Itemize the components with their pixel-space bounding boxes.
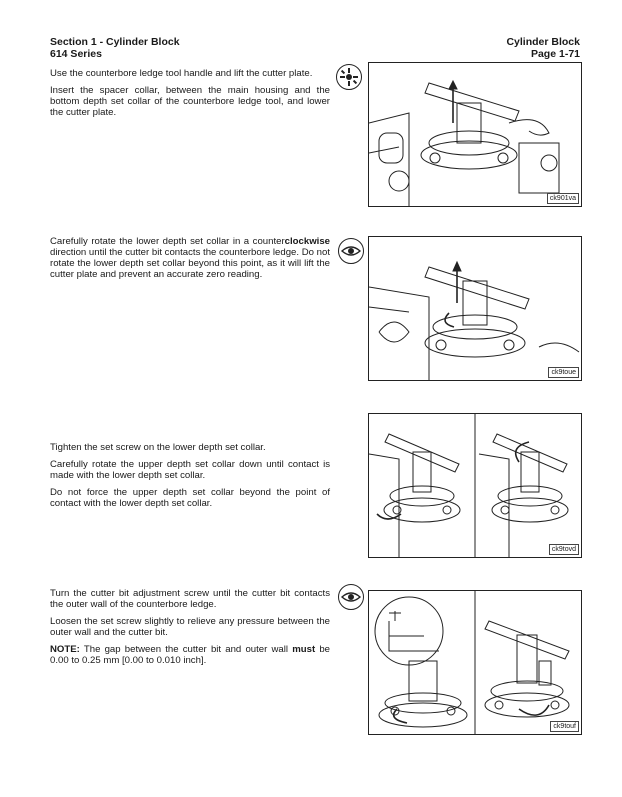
eye-inspect-icon: [338, 238, 364, 264]
step-3-paragraph-3: Do not force the upper depth set collar beyond the point of contact with the lower depth set collar.: [50, 487, 330, 509]
step-1-paragraph-1: Use the counterbore ledge tool handle and lift the cutter plate.: [50, 68, 313, 79]
figure-4-code: ck9touf: [550, 721, 579, 732]
step-2-paragraph: Carefully rotate the lower depth set collar in a counterclockwise direction until the cutter bit contacts the counterbore ledge. Do not rotate the lower depth set collar beyond this point, as it will lift the cutter plate and prevent an accurate zero reading.: [50, 236, 330, 280]
figure-3: [368, 413, 582, 558]
eye-inspect-icon: [338, 584, 364, 610]
figure-1: [368, 62, 582, 207]
step-4-text: [50, 588, 330, 672]
step-3-text: [50, 442, 330, 515]
page-header: [506, 36, 580, 60]
figure-1-drawing: [369, 63, 581, 206]
figure-2: [368, 236, 582, 381]
figure-4-drawing: [369, 591, 581, 734]
figure-3-code: ck9tovd: [549, 544, 579, 555]
figure-3-drawing: [369, 414, 581, 557]
step-1-paragraph-2: Insert the spacer collar, between the main housing and the bottom depth set collar of the counterbore ledge tool, and lower the cutter plate.: [50, 85, 330, 118]
step-4-paragraph-2: Loosen the set screw slightly to relieve any pressure between the outer wall and the cutter bit.: [50, 616, 330, 638]
section-title: Section 1 - Cylinder Block: [50, 36, 180, 48]
figure-1-code: ck901va: [547, 193, 579, 204]
step-2-text: [50, 236, 330, 286]
page-number: Page 1-71: [530, 48, 580, 60]
section-header: [50, 36, 180, 60]
figure-2-drawing: [369, 237, 581, 380]
figure-4: [368, 590, 582, 735]
note-label: NOTE:: [50, 644, 80, 655]
step-4-note: NOTE: The gap between the cutter bit and outer wall must be 0.00 to 0.25 mm [0.00 to 0.010 inch].: [50, 644, 330, 666]
step-3-paragraph-2: Carefully rotate the upper depth set collar down until contact is made with the lower depth set collar.: [50, 459, 330, 481]
chapter-title: Cylinder Block: [506, 36, 580, 48]
figure-2-code: ck9toue: [548, 367, 579, 378]
step-1-text: [50, 68, 330, 124]
step-4-paragraph-1: Turn the cutter bit adjustment screw until the cutter bit contacts the outer wall of the counterbore ledge.: [50, 588, 330, 610]
emphasis-must: must: [292, 644, 316, 655]
series-title: 614 Series: [50, 48, 102, 60]
emphasis-clockwise: clockwise: [284, 236, 330, 247]
step-3-paragraph-1: Tighten the set screw on the lower depth set collar.: [50, 442, 266, 453]
tool-wrench-icon: [336, 64, 362, 90]
